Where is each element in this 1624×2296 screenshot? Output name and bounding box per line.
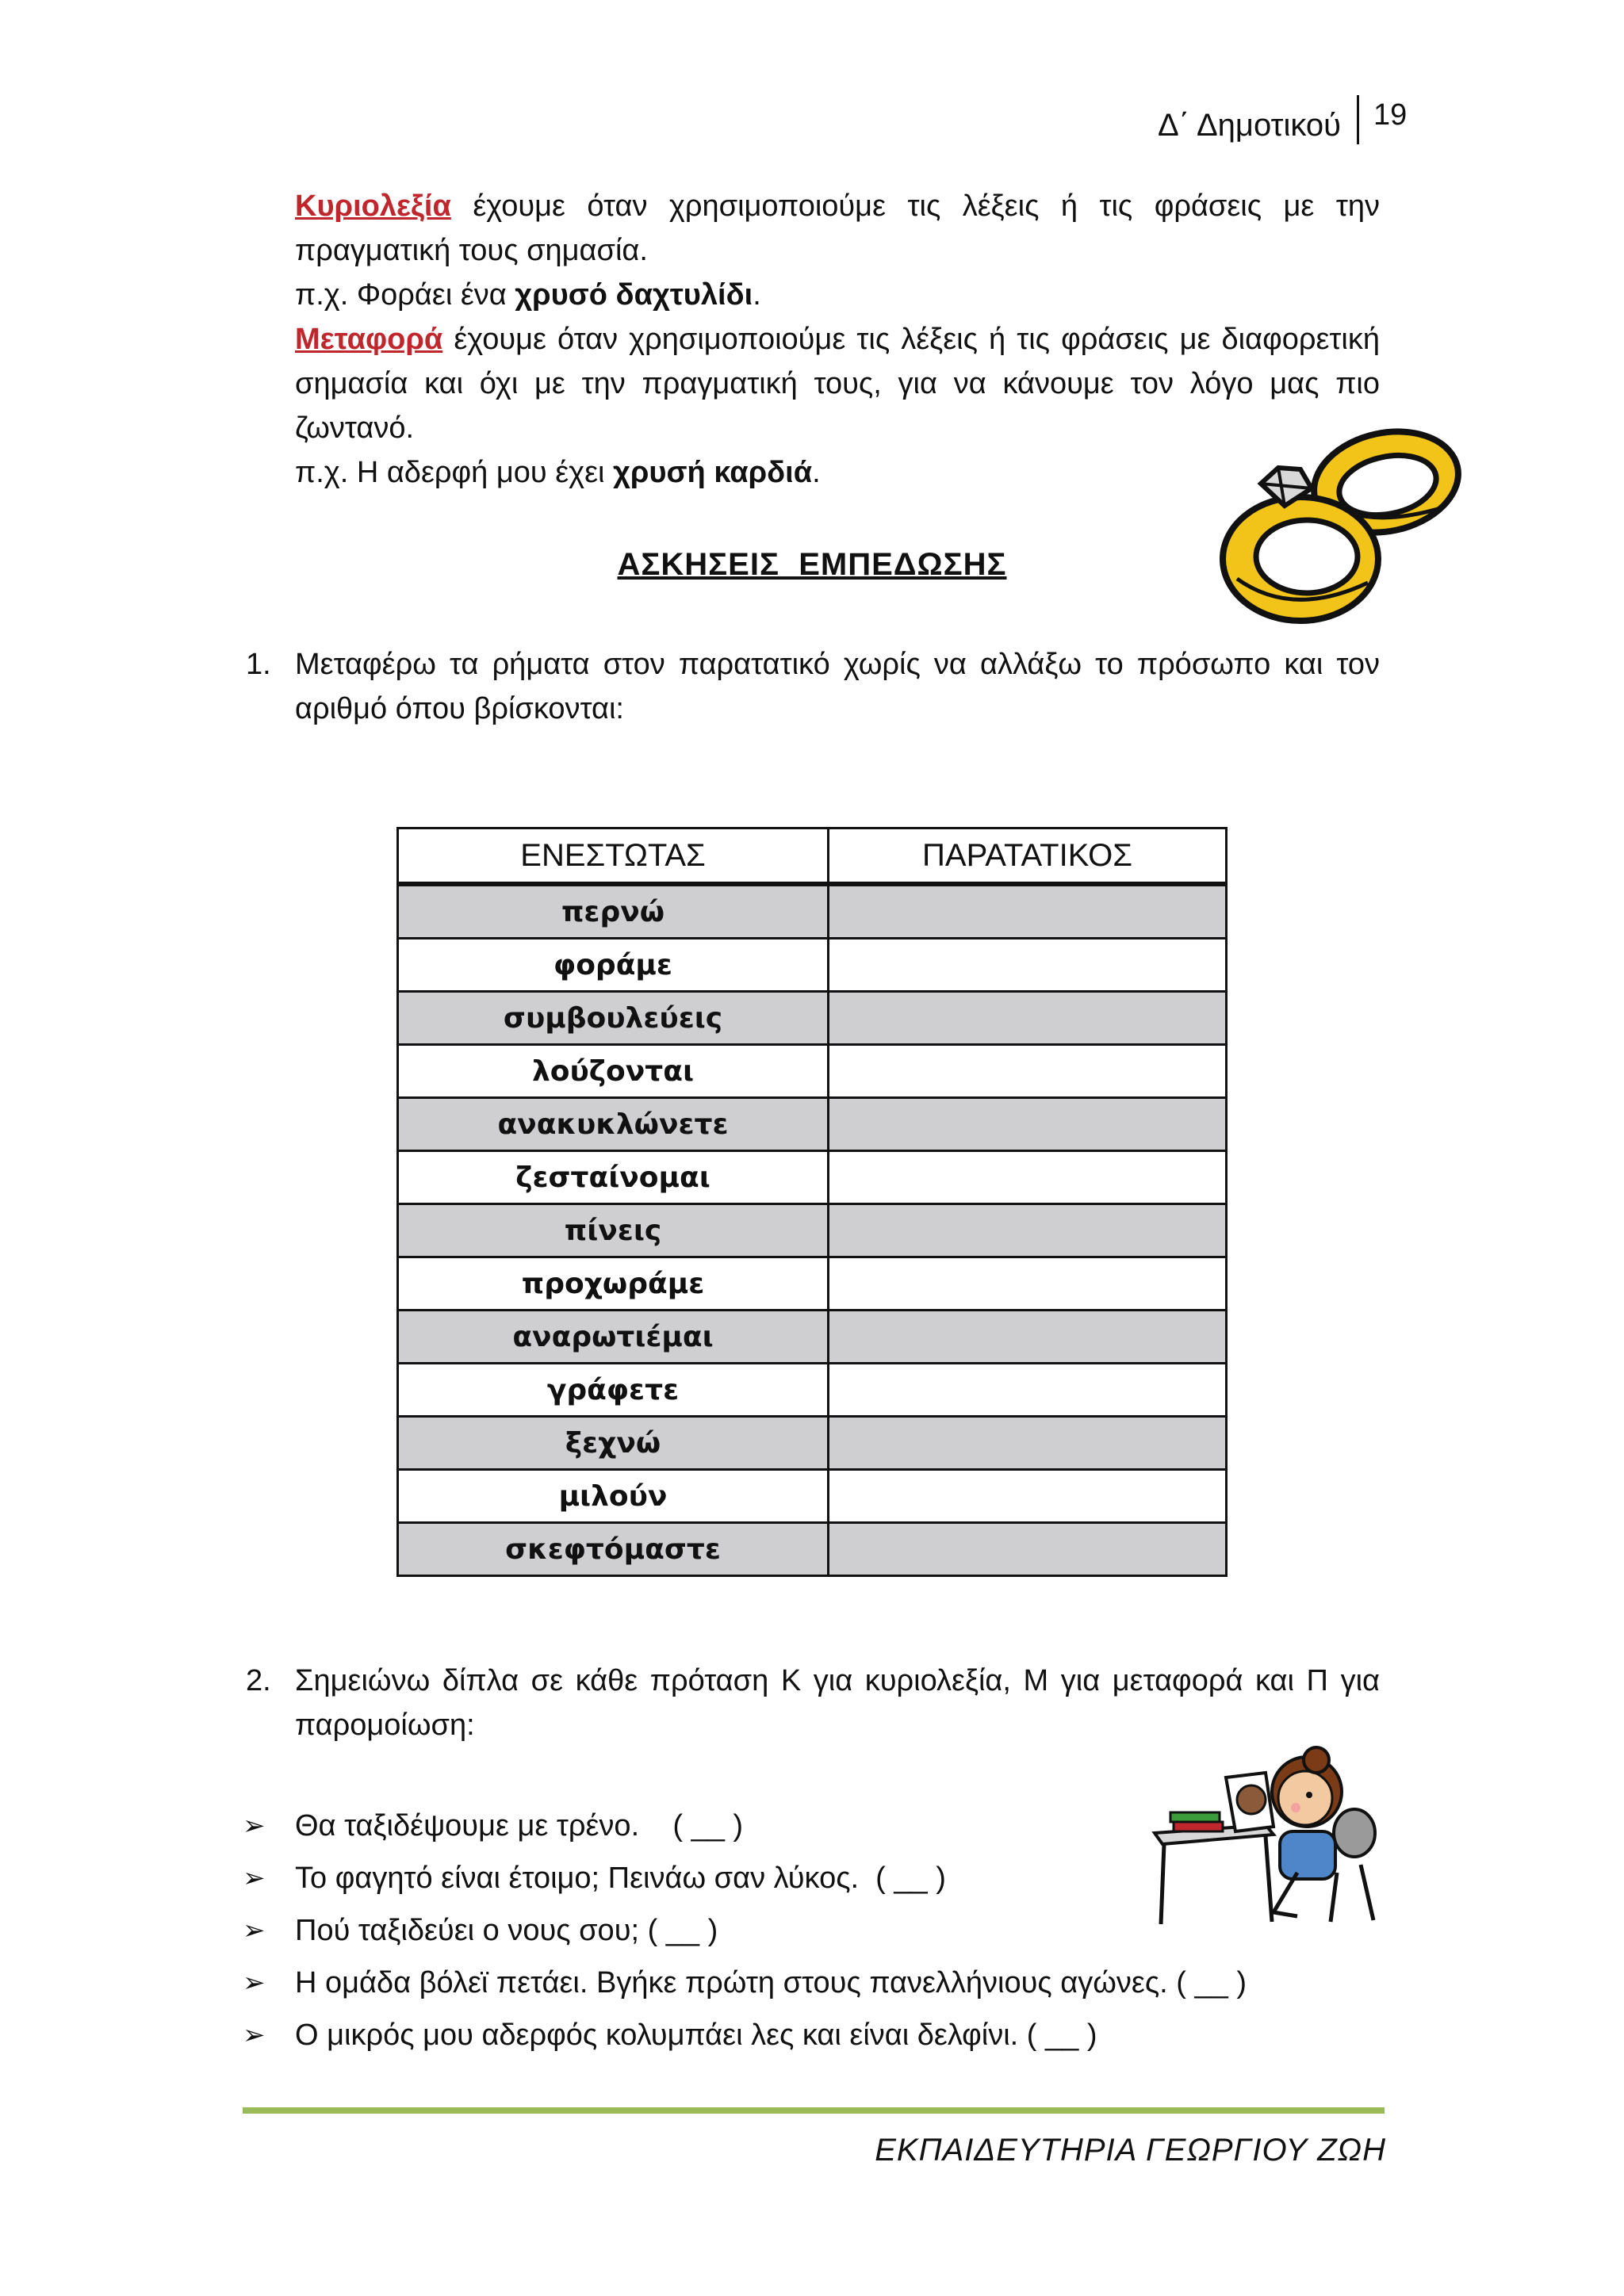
metaphor-def-text: έχουμε όταν χρησιμοποιούμε τις λέξεις ή τις φράσεις με διαφορετική σημασία και όχι με την πραγματική τους, για να κάνουμε τον λόγο μας πιο ζωντανό. [295,323,1380,445]
list-item [243,1904,1247,1957]
present-cell: λούζονται [398,1045,829,1098]
imperfect-answer-cell[interactable] [829,1151,1227,1204]
header-title: Δ΄ Δημοτικού [1158,108,1341,143]
statement-text: Θα ταξιδέψουμε με τρένο. ( __ ) [295,1809,744,1843]
exercises-title-text: ΑΣΚΗΣΕΙΣ ΕΜΠΕΔΩΣΗΣ [617,547,1007,582]
metaphor-example-suffix: . [812,456,821,489]
page-number: 19 [1373,98,1408,132]
statement-text: Ο μικρός μου αδερφός κολυμπάει λες και είναι δελφίνι. ( __ ) [295,2019,1097,2052]
literal-example [295,273,1380,317]
arrow-bullet-icon: ➢ [243,1968,266,1998]
arrow-bullet-icon: ➢ [243,1811,266,1841]
list-item [243,1800,1247,1852]
imperfect-answer-cell[interactable] [829,992,1227,1045]
question-2-number: 2. [246,1664,271,1697]
table-row [398,1470,1227,1523]
footer-rule [243,2107,1385,2114]
metaphor-term: Μεταφορά [295,323,443,356]
imperfect-answer-cell[interactable] [829,1470,1227,1523]
present-cell: φοράμε [398,939,829,992]
imperfect-answer-cell[interactable] [829,1098,1227,1151]
present-cell: πίνεις [398,1204,829,1257]
girl-icon [1272,1747,1342,1916]
statements-list [243,1800,1247,2061]
imperfect-answer-cell[interactable] [829,1417,1227,1470]
list-item [243,1957,1247,2009]
table-row [398,884,1227,939]
metaphor-example-prefix: π.χ. Η αδερφή μου έχει [295,456,614,489]
arrow-bullet-icon: ➢ [243,1915,266,1946]
literal-def-text: έχουμε όταν χρησιμοποιούμε τις λέξεις ή τις φράσεις με την πραγματική τους σημασία. [295,189,1380,267]
present-cell: σκεφτόμαστε [398,1523,829,1576]
question-1 [246,642,1380,731]
statement-text: Το φαγητό είναι έτοιμο; Πεινάω σαν λύκος. ( __ ) [295,1862,946,1895]
table-row [398,1257,1227,1311]
present-cell: μιλούν [398,1470,829,1523]
page-header [1158,95,1407,144]
table-row [398,1523,1227,1576]
present-cell: περνώ [398,884,829,939]
arrow-bullet-icon: ➢ [243,1863,266,1893]
table-header-row [398,828,1227,885]
literal-example-suffix: . [753,278,761,312]
imperfect-answer-cell[interactable] [829,884,1227,939]
table-row [398,1045,1227,1098]
table-row [398,939,1227,992]
table-row [398,1151,1227,1204]
present-cell: ξεχνώ [398,1417,829,1470]
table-row [398,1098,1227,1151]
literal-term: Κυριολεξία [295,189,451,223]
table-row [398,1311,1227,1364]
table-row [398,1204,1227,1257]
literal-example-bold: χρυσό δαχτυλίδι [515,278,753,312]
list-item [243,1852,1247,1904]
present-cell: προχωράμε [398,1257,829,1311]
list-item [243,2009,1247,2061]
imperfect-answer-cell[interactable] [829,1257,1227,1311]
present-cell: γράφετε [398,1364,829,1417]
exercises-title [0,547,1624,583]
question-2-text: Σημειώνω δίπλα σε κάθε πρόταση Κ για κυριολεξία, Μ για μεταφορά και Π για παρομοίωση: [295,1664,1380,1742]
literal-example-prefix: π.χ. Φοράει ένα [295,278,515,312]
present-cell: ανακυκλώνετε [398,1098,829,1151]
metaphor-example-bold: χρυσή καρδιά [613,456,813,489]
imperfect-answer-cell[interactable] [829,939,1227,992]
question-2 [246,1659,1380,1747]
table-body [398,884,1227,1576]
imperfect-answer-cell[interactable] [829,1045,1227,1098]
imperfect-answer-cell[interactable] [829,1311,1227,1364]
arrow-bullet-icon: ➢ [243,2020,266,2050]
chair-icon [1331,1809,1375,1922]
rings-illustration [1205,412,1475,634]
question-1-number: 1. [246,648,271,681]
literal-definition [295,184,1380,273]
header-present: ΕΝΕΣΤΩΤΑΣ [398,828,829,885]
present-cell: αναρωτιέμαι [398,1311,829,1364]
verb-table [396,827,1228,1577]
imperfect-answer-cell[interactable] [829,1523,1227,1576]
statement-text: Η ομάδα βόλεϊ πετάει. Βγήκε πρώτη στους πανελλήνιους αγώνες. ( __ ) [295,1966,1247,1999]
imperfect-answer-cell[interactable] [829,1204,1227,1257]
footer-text: ΕΚΠΑΙΔΕΥΤΗΡΙΑ ΓΕΩΡΓΙΟΥ ΖΩΗ [875,2133,1386,2168]
present-cell: συμβουλεύεις [398,992,829,1045]
table-row [398,992,1227,1045]
imperfect-answer-cell[interactable] [829,1364,1227,1417]
question-1-text: Μεταφέρω τα ρήματα στον παρατατικό χωρίς να αλλάξω το πρόσωπο και τον αριθμό όπου βρίσκονται: [295,648,1380,725]
present-cell: ζεσταίνομαι [398,1151,829,1204]
statement-text: Πού ταξιδεύει ο νους σου; ( __ ) [295,1914,718,1947]
table-row [398,1364,1227,1417]
header-imperfect: ΠΑΡΑΤΑΤΙΚΟΣ [829,828,1227,885]
table-row [398,1417,1227,1470]
